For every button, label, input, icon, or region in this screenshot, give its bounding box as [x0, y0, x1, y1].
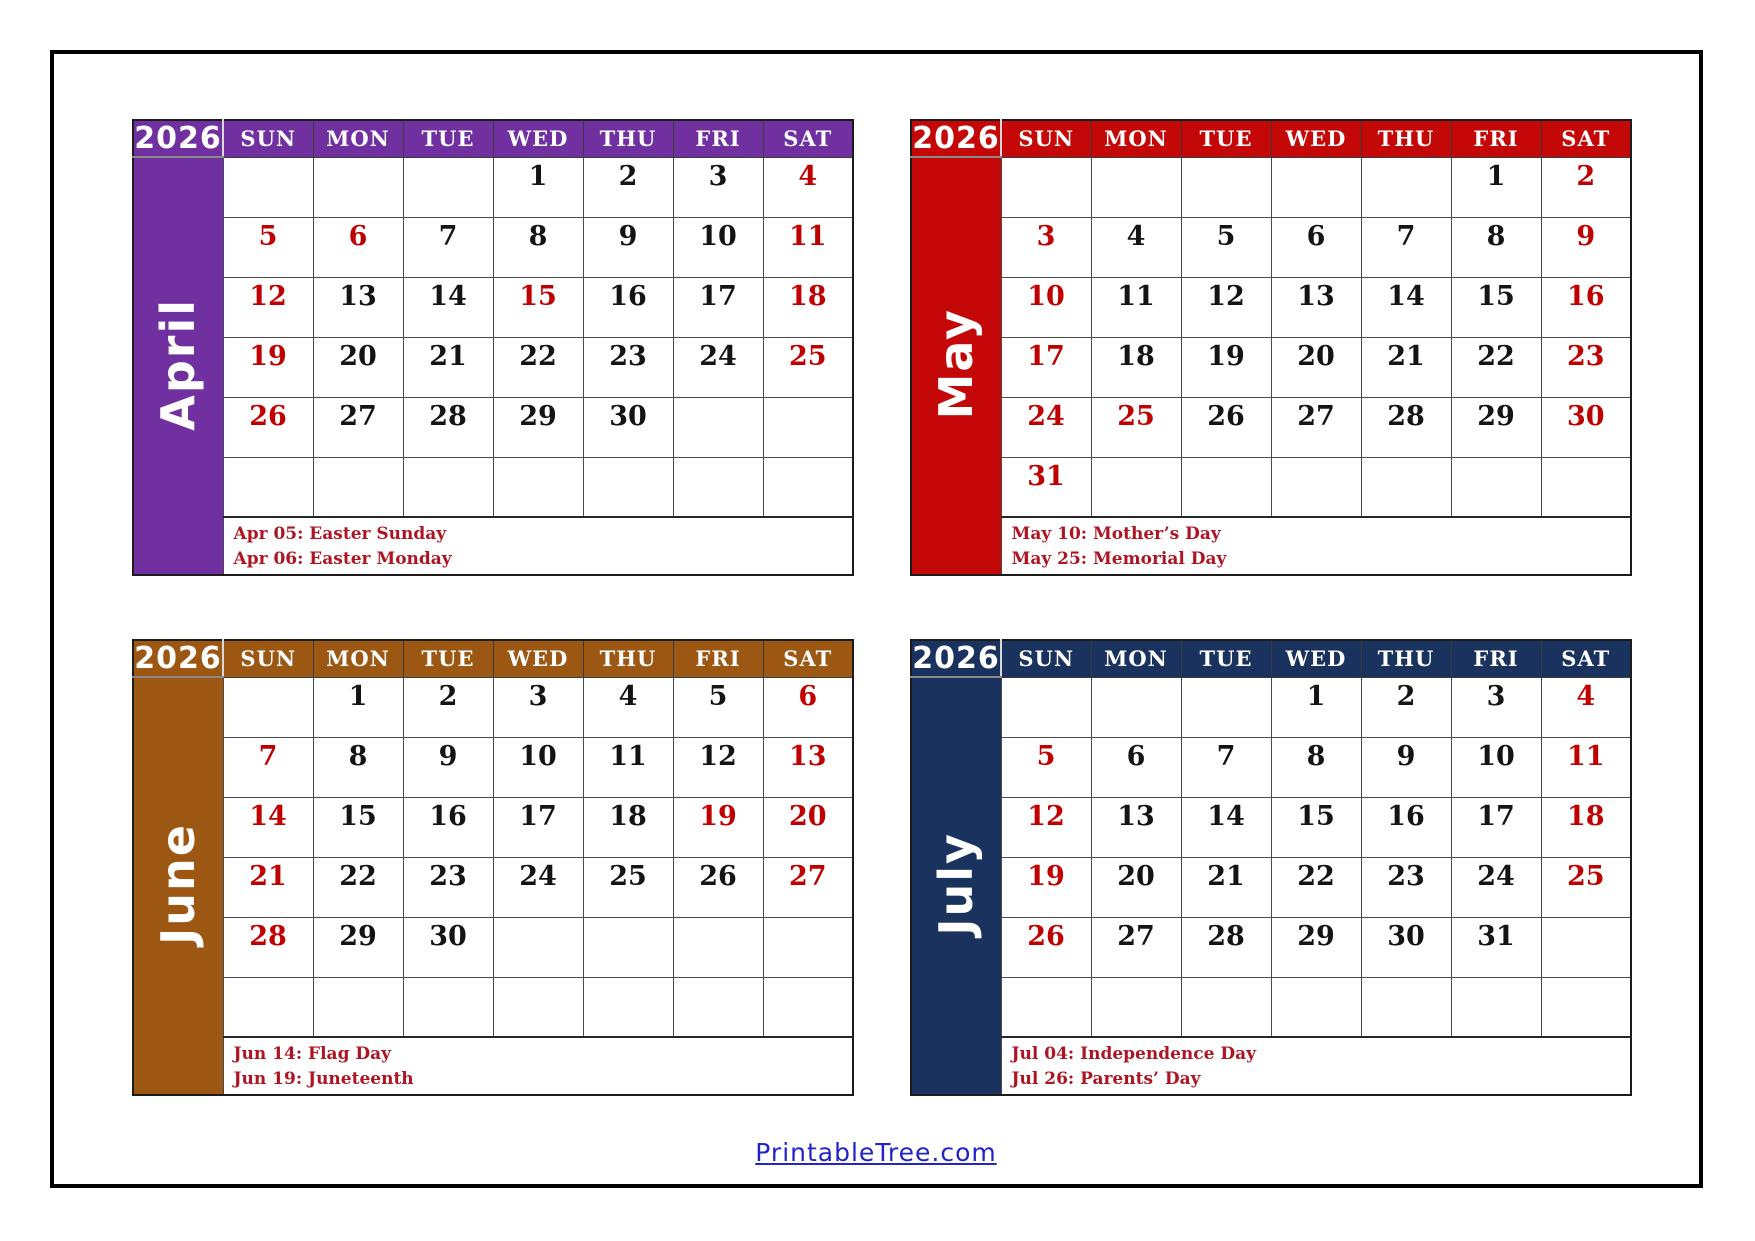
empty-day-cell: [583, 457, 673, 517]
day-cell: 17: [1001, 337, 1091, 397]
empty-day-cell: [403, 157, 493, 217]
day-cell: 16: [1541, 277, 1631, 337]
week-row: [911, 677, 1631, 737]
day-header-tue: TUE: [403, 120, 493, 157]
empty-day-cell: [1181, 677, 1271, 737]
day-cell: 31: [1001, 457, 1091, 517]
day-cell: 15: [493, 277, 583, 337]
week-row: [911, 397, 1631, 457]
day-cell: 10: [1451, 737, 1541, 797]
empty-day-cell: [493, 917, 583, 977]
week-row: [133, 917, 853, 977]
day-cell: 23: [403, 857, 493, 917]
day-header-sun: SUN: [223, 640, 313, 677]
day-header-fri: FRI: [1451, 120, 1541, 157]
week-row: [133, 457, 853, 517]
day-cell: 4: [763, 157, 853, 217]
day-cell: 6: [313, 217, 403, 277]
day-header-sun: SUN: [1001, 120, 1091, 157]
day-cell: 12: [223, 277, 313, 337]
day-cell: 24: [1451, 857, 1541, 917]
week-row: [911, 157, 1631, 217]
day-cell: 25: [1091, 397, 1181, 457]
day-header-sat: SAT: [763, 640, 853, 677]
empty-day-cell: [583, 917, 673, 977]
calendar-april: [132, 119, 854, 576]
empty-day-cell: [1181, 157, 1271, 217]
empty-day-cell: [223, 157, 313, 217]
empty-day-cell: [223, 977, 313, 1037]
week-row: [911, 217, 1631, 277]
empty-day-cell: [1091, 977, 1181, 1037]
header-row: [911, 120, 1631, 157]
empty-day-cell: [1451, 457, 1541, 517]
day-cell: 28: [403, 397, 493, 457]
day-header-mon: MON: [1091, 640, 1181, 677]
week-row: [133, 677, 853, 737]
day-cell: 2: [403, 677, 493, 737]
day-header-tue: TUE: [403, 640, 493, 677]
week-row: [133, 277, 853, 337]
week-row: [911, 277, 1631, 337]
day-cell: 17: [493, 797, 583, 857]
day-cell: 20: [763, 797, 853, 857]
day-cell: 15: [313, 797, 403, 857]
month-name: June: [151, 823, 206, 945]
day-cell: 5: [1181, 217, 1271, 277]
day-cell: 22: [493, 337, 583, 397]
day-cell: 6: [1091, 737, 1181, 797]
day-cell: 27: [1091, 917, 1181, 977]
empty-day-cell: [1451, 977, 1541, 1037]
day-cell: 28: [223, 917, 313, 977]
day-cell: 29: [1271, 917, 1361, 977]
holiday-notes: [1001, 1037, 1631, 1095]
day-header-thu: THU: [583, 640, 673, 677]
day-cell: 3: [1451, 677, 1541, 737]
holiday-note: Jun 14: Flag Day: [233, 1044, 392, 1064]
day-cell: 26: [673, 857, 763, 917]
header-row: [911, 640, 1631, 677]
day-cell: 11: [1541, 737, 1631, 797]
day-cell: 18: [583, 797, 673, 857]
day-cell: 20: [1091, 857, 1181, 917]
empty-day-cell: [313, 157, 403, 217]
week-row: [911, 337, 1631, 397]
day-cell: 27: [313, 397, 403, 457]
week-row: [133, 737, 853, 797]
day-cell: 21: [403, 337, 493, 397]
empty-day-cell: [223, 457, 313, 517]
day-cell: 10: [493, 737, 583, 797]
calendar-july: [910, 639, 1632, 1096]
empty-day-cell: [673, 977, 763, 1037]
day-cell: 20: [1271, 337, 1361, 397]
empty-day-cell: [583, 977, 673, 1037]
day-cell: 29: [493, 397, 583, 457]
day-cell: 19: [1181, 337, 1271, 397]
empty-day-cell: [1091, 677, 1181, 737]
day-cell: 30: [1541, 397, 1631, 457]
holiday-note: May 25: Memorial Day: [1011, 548, 1227, 569]
empty-day-cell: [1361, 457, 1451, 517]
day-cell: 12: [1181, 277, 1271, 337]
month-bar: [133, 677, 223, 1095]
day-cell: 26: [223, 397, 313, 457]
empty-day-cell: [1361, 977, 1451, 1037]
day-cell: 7: [223, 737, 313, 797]
day-cell: 21: [1181, 857, 1271, 917]
day-cell: 13: [313, 277, 403, 337]
day-cell: 11: [763, 217, 853, 277]
day-header-sat: SAT: [1541, 640, 1631, 677]
day-cell: 16: [583, 277, 673, 337]
empty-day-cell: [403, 977, 493, 1037]
day-cell: 26: [1181, 397, 1271, 457]
month-bar: [133, 157, 223, 575]
empty-day-cell: [1091, 457, 1181, 517]
day-header-thu: THU: [583, 120, 673, 157]
day-cell: 7: [1181, 737, 1271, 797]
day-cell: 27: [1271, 397, 1361, 457]
day-cell: 8: [1451, 217, 1541, 277]
month-name: May: [929, 308, 984, 420]
week-row: [133, 977, 853, 1037]
day-cell: 11: [1091, 277, 1181, 337]
day-header-fri: FRI: [673, 120, 763, 157]
empty-day-cell: [1541, 977, 1631, 1037]
day-cell: 19: [1001, 857, 1091, 917]
day-cell: 24: [673, 337, 763, 397]
week-row: [911, 917, 1631, 977]
empty-day-cell: [763, 397, 853, 457]
day-cell: 13: [1091, 797, 1181, 857]
calendars-host: [132, 119, 1632, 1096]
week-row: [133, 337, 853, 397]
day-cell: 16: [403, 797, 493, 857]
empty-day-cell: [763, 977, 853, 1037]
day-cell: 14: [403, 277, 493, 337]
empty-day-cell: [1001, 977, 1091, 1037]
week-row: [911, 797, 1631, 857]
empty-day-cell: [1181, 977, 1271, 1037]
holiday-note: Jun 19: Juneteenth: [233, 1068, 414, 1089]
day-cell: 18: [1091, 337, 1181, 397]
day-cell: 1: [1451, 157, 1541, 217]
week-row: [133, 217, 853, 277]
day-header-sat: SAT: [1541, 120, 1631, 157]
day-cell: 11: [583, 737, 673, 797]
year-badge: 2026: [912, 121, 1000, 156]
day-cell: 5: [223, 217, 313, 277]
day-cell: 2: [1361, 677, 1451, 737]
week-row: [133, 397, 853, 457]
empty-day-cell: [673, 917, 763, 977]
empty-day-cell: [1001, 157, 1091, 217]
day-header-tue: TUE: [1181, 120, 1271, 157]
empty-day-cell: [403, 457, 493, 517]
day-header-mon: MON: [1091, 120, 1181, 157]
day-cell: 21: [1361, 337, 1451, 397]
day-cell: 25: [763, 337, 853, 397]
day-cell: 25: [583, 857, 673, 917]
day-cell: 16: [1361, 797, 1451, 857]
week-row: [133, 857, 853, 917]
day-cell: 17: [1451, 797, 1541, 857]
notes-row: [133, 1037, 853, 1095]
day-cell: 18: [763, 277, 853, 337]
holiday-notes: [1001, 517, 1631, 575]
day-cell: 23: [1541, 337, 1631, 397]
day-cell: 5: [1001, 737, 1091, 797]
empty-day-cell: [223, 677, 313, 737]
day-cell: 30: [1361, 917, 1451, 977]
day-cell: 12: [673, 737, 763, 797]
day-cell: 26: [1001, 917, 1091, 977]
day-cell: 8: [1271, 737, 1361, 797]
holiday-notes: [223, 1037, 853, 1095]
day-cell: 9: [403, 737, 493, 797]
day-cell: 30: [583, 397, 673, 457]
day-cell: 25: [1541, 857, 1631, 917]
empty-day-cell: [763, 917, 853, 977]
empty-day-cell: [1541, 917, 1631, 977]
holiday-notes: [223, 517, 853, 575]
day-cell: 14: [1361, 277, 1451, 337]
calendar-june: [132, 639, 854, 1096]
day-header-fri: FRI: [673, 640, 763, 677]
day-cell: 4: [583, 677, 673, 737]
day-cell: 20: [313, 337, 403, 397]
printabletree-link[interactable]: PrintableTree.com: [755, 1138, 997, 1167]
week-row: [911, 857, 1631, 917]
empty-day-cell: [493, 457, 583, 517]
day-cell: 23: [583, 337, 673, 397]
day-cell: 6: [763, 677, 853, 737]
month-name: July: [929, 832, 984, 936]
day-cell: 24: [493, 857, 583, 917]
year-badge: 2026: [134, 121, 222, 156]
day-cell: 19: [673, 797, 763, 857]
week-row: [133, 797, 853, 857]
empty-day-cell: [1091, 157, 1181, 217]
day-cell: 2: [583, 157, 673, 217]
empty-day-cell: [1181, 457, 1271, 517]
day-header-wed: WED: [493, 640, 583, 677]
day-header-tue: TUE: [1181, 640, 1271, 677]
month-bar: [911, 157, 1001, 575]
year-badge: 2026: [134, 641, 222, 676]
week-row: [911, 977, 1631, 1037]
empty-day-cell: [673, 457, 763, 517]
month-bar: [911, 677, 1001, 1095]
day-cell: 24: [1001, 397, 1091, 457]
day-cell: 15: [1271, 797, 1361, 857]
header-row: [133, 640, 853, 677]
day-cell: 3: [1001, 217, 1091, 277]
day-cell: 27: [763, 857, 853, 917]
day-cell: 1: [1271, 677, 1361, 737]
day-cell: 3: [673, 157, 763, 217]
day-cell: 7: [403, 217, 493, 277]
day-cell: 1: [313, 677, 403, 737]
day-cell: 14: [223, 797, 313, 857]
day-cell: 29: [313, 917, 403, 977]
day-cell: 28: [1361, 397, 1451, 457]
day-header-wed: WED: [1271, 640, 1361, 677]
holiday-note: Jul 04: Independence Day: [1011, 1044, 1256, 1064]
year-badge: 2026: [912, 641, 1000, 676]
holiday-note: Apr 06: Easter Monday: [233, 548, 452, 569]
day-cell: 6: [1271, 217, 1361, 277]
day-cell: 10: [673, 217, 763, 277]
day-cell: 8: [313, 737, 403, 797]
day-header-wed: WED: [493, 120, 583, 157]
day-cell: 7: [1361, 217, 1451, 277]
empty-day-cell: [493, 977, 583, 1037]
week-row: [911, 737, 1631, 797]
empty-day-cell: [1361, 157, 1451, 217]
day-cell: 23: [1361, 857, 1451, 917]
notes-row: [911, 517, 1631, 575]
day-cell: 2: [1541, 157, 1631, 217]
day-cell: 9: [1361, 737, 1451, 797]
day-cell: 1: [493, 157, 583, 217]
month-name: April: [151, 297, 206, 431]
day-cell: 8: [493, 217, 583, 277]
empty-day-cell: [763, 457, 853, 517]
day-cell: 15: [1451, 277, 1541, 337]
day-header-wed: WED: [1271, 120, 1361, 157]
day-cell: 3: [493, 677, 583, 737]
day-cell: 13: [763, 737, 853, 797]
empty-day-cell: [1541, 457, 1631, 517]
day-header-sun: SUN: [223, 120, 313, 157]
notes-row: [133, 517, 853, 575]
day-cell: 28: [1181, 917, 1271, 977]
day-header-thu: THU: [1361, 640, 1451, 677]
empty-day-cell: [1271, 977, 1361, 1037]
day-cell: 14: [1181, 797, 1271, 857]
day-header-sun: SUN: [1001, 640, 1091, 677]
day-cell: 19: [223, 337, 313, 397]
empty-day-cell: [313, 457, 403, 517]
day-header-thu: THU: [1361, 120, 1451, 157]
empty-day-cell: [313, 977, 403, 1037]
holiday-note: Jul 26: Parents’ Day: [1011, 1068, 1201, 1089]
calendar-may: [910, 119, 1632, 576]
day-cell: 18: [1541, 797, 1631, 857]
day-cell: 22: [1271, 857, 1361, 917]
day-cell: 9: [1541, 217, 1631, 277]
day-cell: 21: [223, 857, 313, 917]
day-header-mon: MON: [313, 640, 403, 677]
day-cell: 22: [1451, 337, 1541, 397]
day-cell: 30: [403, 917, 493, 977]
day-cell: 17: [673, 277, 763, 337]
day-cell: 4: [1091, 217, 1181, 277]
holiday-note: Apr 05: Easter Sunday: [233, 524, 447, 544]
day-cell: 9: [583, 217, 673, 277]
day-cell: 31: [1451, 917, 1541, 977]
empty-day-cell: [1271, 157, 1361, 217]
notes-row: [911, 1037, 1631, 1095]
empty-day-cell: [1271, 457, 1361, 517]
week-row: [911, 457, 1631, 517]
day-cell: 12: [1001, 797, 1091, 857]
day-cell: 4: [1541, 677, 1631, 737]
day-cell: 10: [1001, 277, 1091, 337]
empty-day-cell: [673, 397, 763, 457]
day-header-mon: MON: [313, 120, 403, 157]
day-cell: 5: [673, 677, 763, 737]
day-header-sat: SAT: [763, 120, 853, 157]
day-cell: 22: [313, 857, 403, 917]
day-cell: 13: [1271, 277, 1361, 337]
holiday-note: May 10: Mother’s Day: [1011, 524, 1221, 544]
empty-day-cell: [1001, 677, 1091, 737]
header-row: [133, 120, 853, 157]
week-row: [133, 157, 853, 217]
day-header-fri: FRI: [1451, 640, 1541, 677]
day-cell: 29: [1451, 397, 1541, 457]
